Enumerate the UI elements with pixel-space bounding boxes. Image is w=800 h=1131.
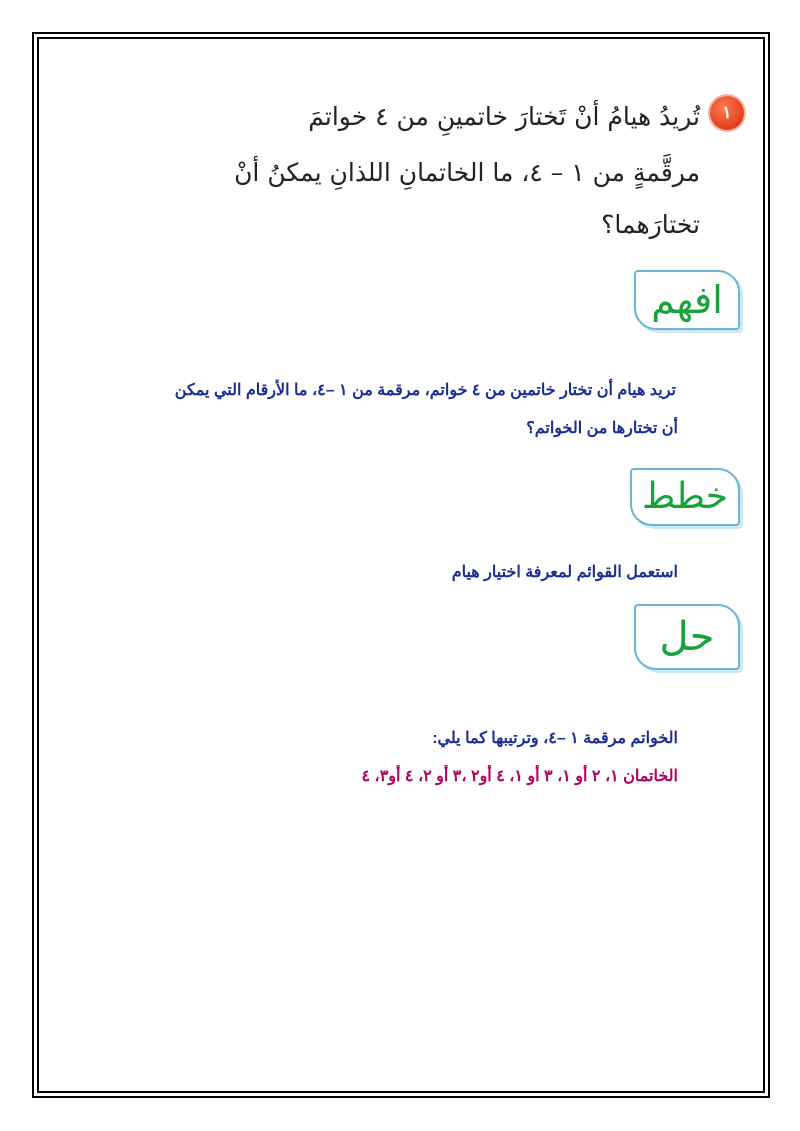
problem-line-3: تختارَهما؟	[601, 210, 700, 239]
plan-heading-box	[630, 468, 740, 526]
solve-heading-box	[634, 604, 740, 670]
solve-line-2: الخاتمان ١، ٢ أو ١، ٣ أو ١، ٤ أو٢ ،٣ أو ٢، ٤ أو٣، ٤	[361, 768, 678, 785]
understand-line-2: أن تختارها من الخواتم؟	[526, 420, 678, 437]
plan-heading: خطط	[642, 476, 728, 517]
question-number-badge: ١	[710, 96, 744, 130]
understand-line-1: تريد هيام أن تختار خاتمين من ٤ خواتم، مرقمة من ١ –٤، ما الأرقام التي يمكن	[174, 382, 676, 399]
solve-line-1: الخواتم مرقمة ١ –٤، وترتيبها كما يلي:	[432, 730, 678, 747]
problem-line-2: مرقَّمةٍ من ١ – ٤، ما الخاتمانِ اللذانِ يمكنُ أنْ	[234, 158, 700, 187]
understand-heading	[636, 272, 738, 328]
understand-heading-text: افهم	[651, 278, 723, 322]
solve-heading: حل	[659, 614, 715, 660]
understand-heading-box	[634, 270, 740, 330]
plan-text: استعمل القوائم لمعرفة اختيار هيام	[451, 564, 678, 581]
problem-line-1: تُريدُ هيامُ أنْ تَختارَ خاتمينِ من ٤ خواتمَ	[308, 102, 700, 131]
